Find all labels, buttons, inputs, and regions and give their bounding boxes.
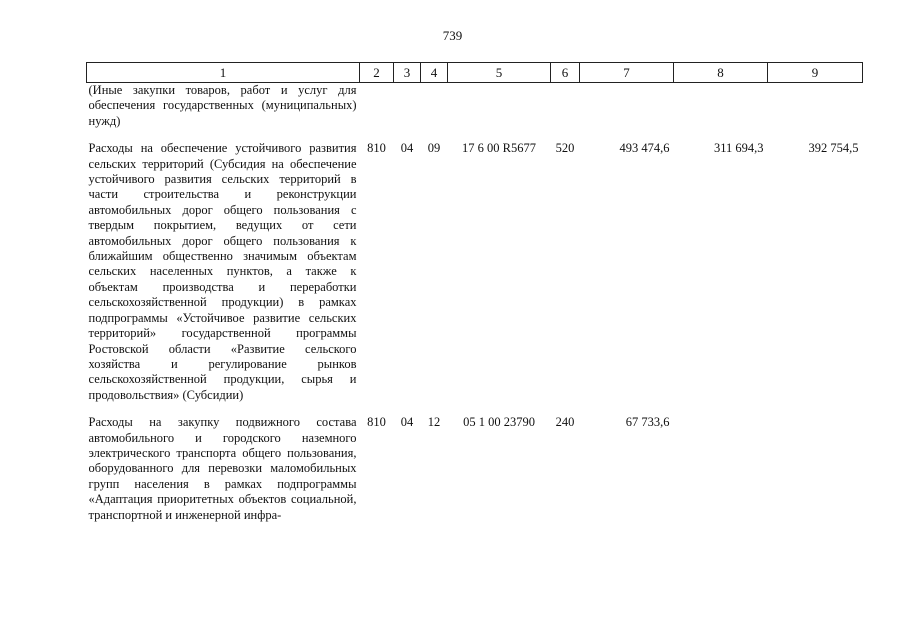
row-sum-2: 311 694,3 bbox=[713, 141, 764, 156]
column-header-type: 6 bbox=[551, 63, 580, 83]
row-type-code: 520 bbox=[555, 141, 575, 156]
row-target-code bbox=[448, 83, 551, 130]
row-admin-code: 810 bbox=[367, 141, 386, 156]
row-spacer bbox=[87, 129, 863, 141]
row-sum-1: 67 733,6 bbox=[625, 415, 670, 430]
row-subsection-code: 09 bbox=[427, 141, 441, 156]
row-sum-1: 493 474,6 bbox=[619, 141, 670, 156]
column-header-sum3: 9 bbox=[768, 63, 863, 83]
row-spacer bbox=[87, 403, 863, 415]
row-section-code: 04 bbox=[400, 141, 414, 156]
row-target-code: 05 1 00 23790 bbox=[463, 415, 535, 430]
row-sum-3: 392 754,5 bbox=[808, 141, 859, 156]
row-sum-3 bbox=[768, 415, 863, 523]
page-number: 739 bbox=[442, 28, 463, 43]
column-header-sum1: 7 bbox=[580, 63, 674, 83]
row-section-code bbox=[394, 83, 421, 130]
table-row bbox=[87, 415, 863, 523]
row-type-code: 240 bbox=[555, 415, 575, 430]
column-header-admin: 2 bbox=[360, 63, 394, 83]
row-description: Расходы на закупку подвижного состава автомобильного и городского наземного электрического транспорта общего пользования, оборудованного для перевозки маломобильных групп населения в рамках подпрограммы «Адаптация приоритетных объектов социальной, транспортной и инженерной инфра- bbox=[88, 415, 357, 522]
row-sum-2 bbox=[674, 83, 768, 130]
row-description: Расходы на обеспечение устойчивого развития сельских территорий (Субсидия на обеспечение устойчивого развития сельских территорий в части строительства и реконструкции автомобильных дорог общего пользования с твердым покрытием, ведущих от сети автомобильных дорог общего пользования к ближайшим общественно значимым объектам сельских населенных пунктов, а также к объектам производства и переработки сельскохозяйственной продукции) в рамках подпрограммы «Устойчивое развитие сельских территорий» государственной программы Ростовской области «Развитие сельского хозяйства и регулирование рынков сельскохозяйственной продукции, сырья и продовольствия» (Субсидии) bbox=[88, 141, 357, 402]
row-admin-code bbox=[360, 83, 394, 130]
row-target-code: 17 6 00 R5677 bbox=[462, 141, 536, 156]
row-admin-code: 810 bbox=[367, 415, 386, 430]
row-sum-3 bbox=[768, 83, 863, 130]
table-row bbox=[87, 83, 863, 130]
column-header-section: 3 bbox=[394, 63, 421, 83]
row-description: (Иные закупки товаров, работ и услуг для обеспечения государственных (муниципальных) нужд) bbox=[88, 83, 357, 128]
row-subsection-code bbox=[421, 83, 448, 130]
row-section-code: 04 bbox=[400, 415, 414, 430]
budget-table bbox=[86, 62, 863, 523]
column-header-description: 1 bbox=[87, 63, 360, 83]
table-header-row bbox=[87, 63, 863, 83]
row-sum-2 bbox=[674, 415, 768, 523]
row-sum-1 bbox=[580, 83, 674, 130]
table-row bbox=[87, 141, 863, 403]
column-header-sum2: 8 bbox=[674, 63, 768, 83]
column-header-target: 5 bbox=[448, 63, 551, 83]
row-subsection-code: 12 bbox=[427, 415, 441, 430]
row-type-code bbox=[551, 83, 580, 130]
column-header-subsection: 4 bbox=[421, 63, 448, 83]
